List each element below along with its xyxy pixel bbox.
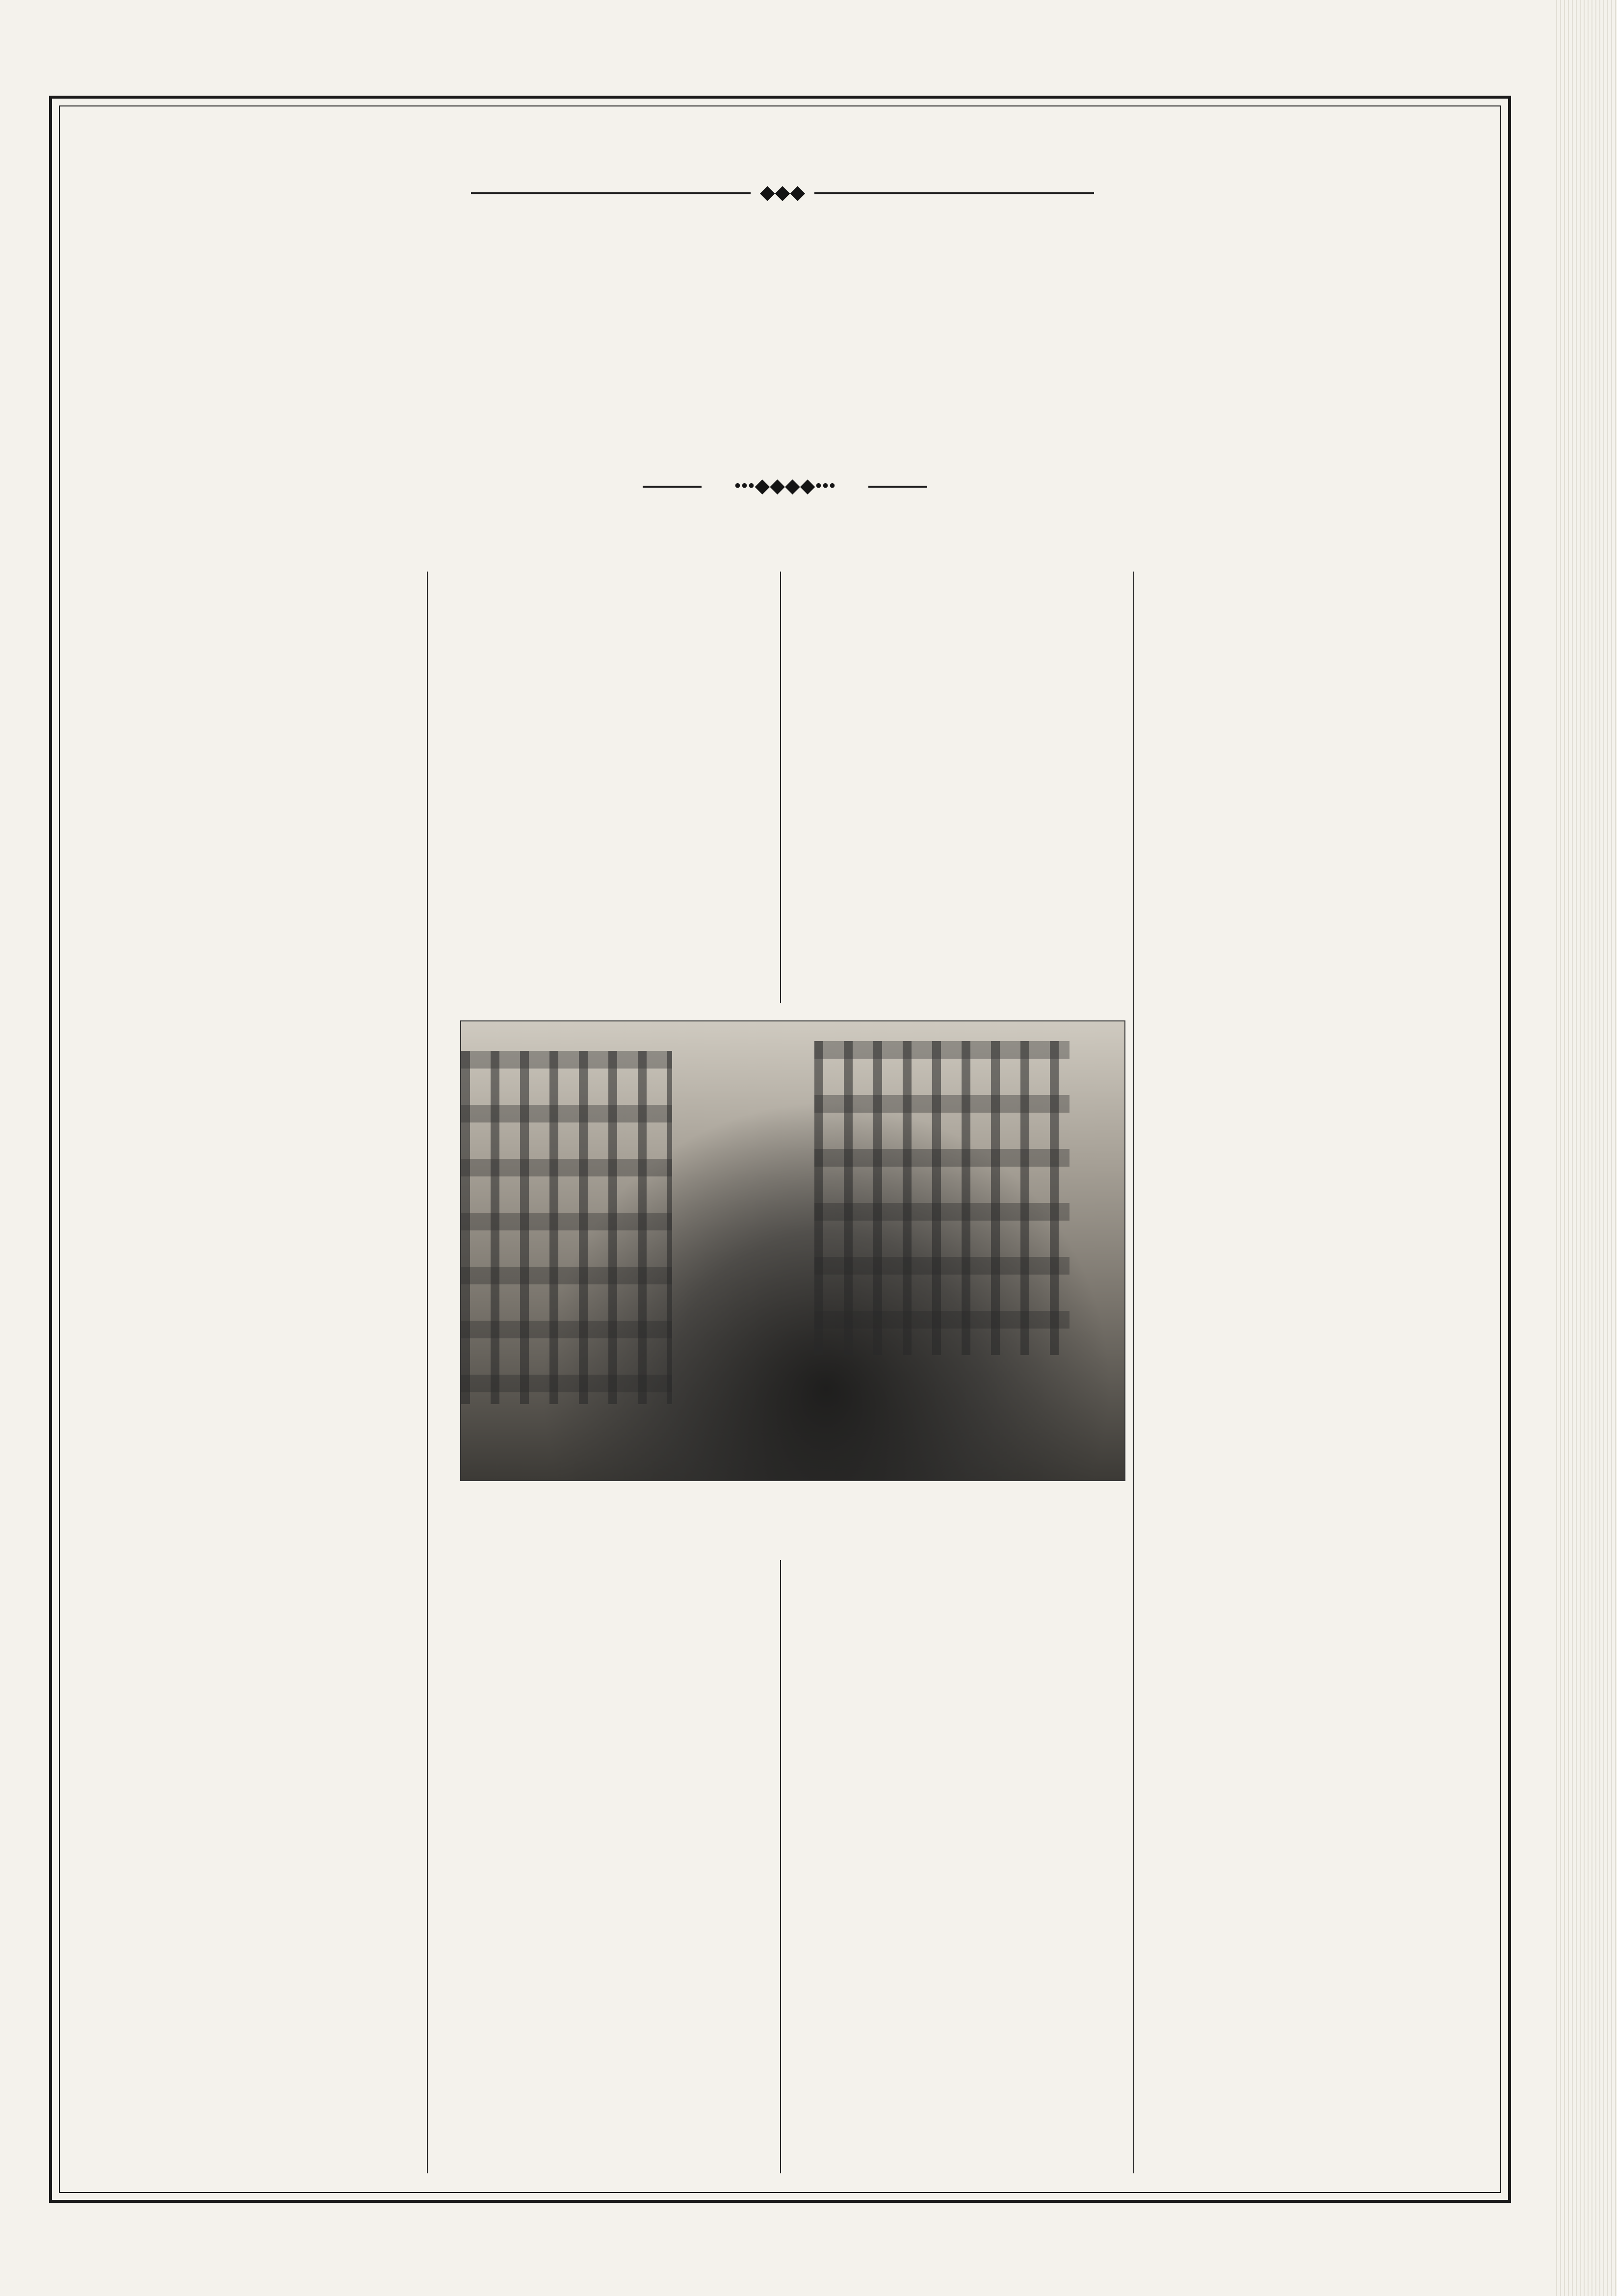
article-column-4: [1150, 574, 1469, 2159]
column-separator: [1133, 572, 1134, 2173]
column-separator: [780, 572, 781, 1003]
column-separator: [780, 1560, 781, 2173]
article-column-5: [444, 1563, 763, 2171]
article-column-2: [444, 574, 763, 1006]
article-column-1: [101, 574, 410, 2168]
adjacent-page-edge: [1553, 0, 1617, 2296]
article-column-6: [797, 1563, 1116, 2171]
column-separator: [427, 572, 428, 2173]
subtitle-ornament: •••◆◆◆◆•••: [702, 476, 868, 496]
photo-building-right: [814, 1041, 1069, 1355]
page-header: [54, 20, 1496, 78]
photo-building-left: [461, 1051, 672, 1404]
article-column-3: [797, 574, 1116, 1006]
kicker-ornament: ◆◆◆: [751, 183, 814, 202]
neptune-fountain-photo: [460, 1020, 1125, 1481]
